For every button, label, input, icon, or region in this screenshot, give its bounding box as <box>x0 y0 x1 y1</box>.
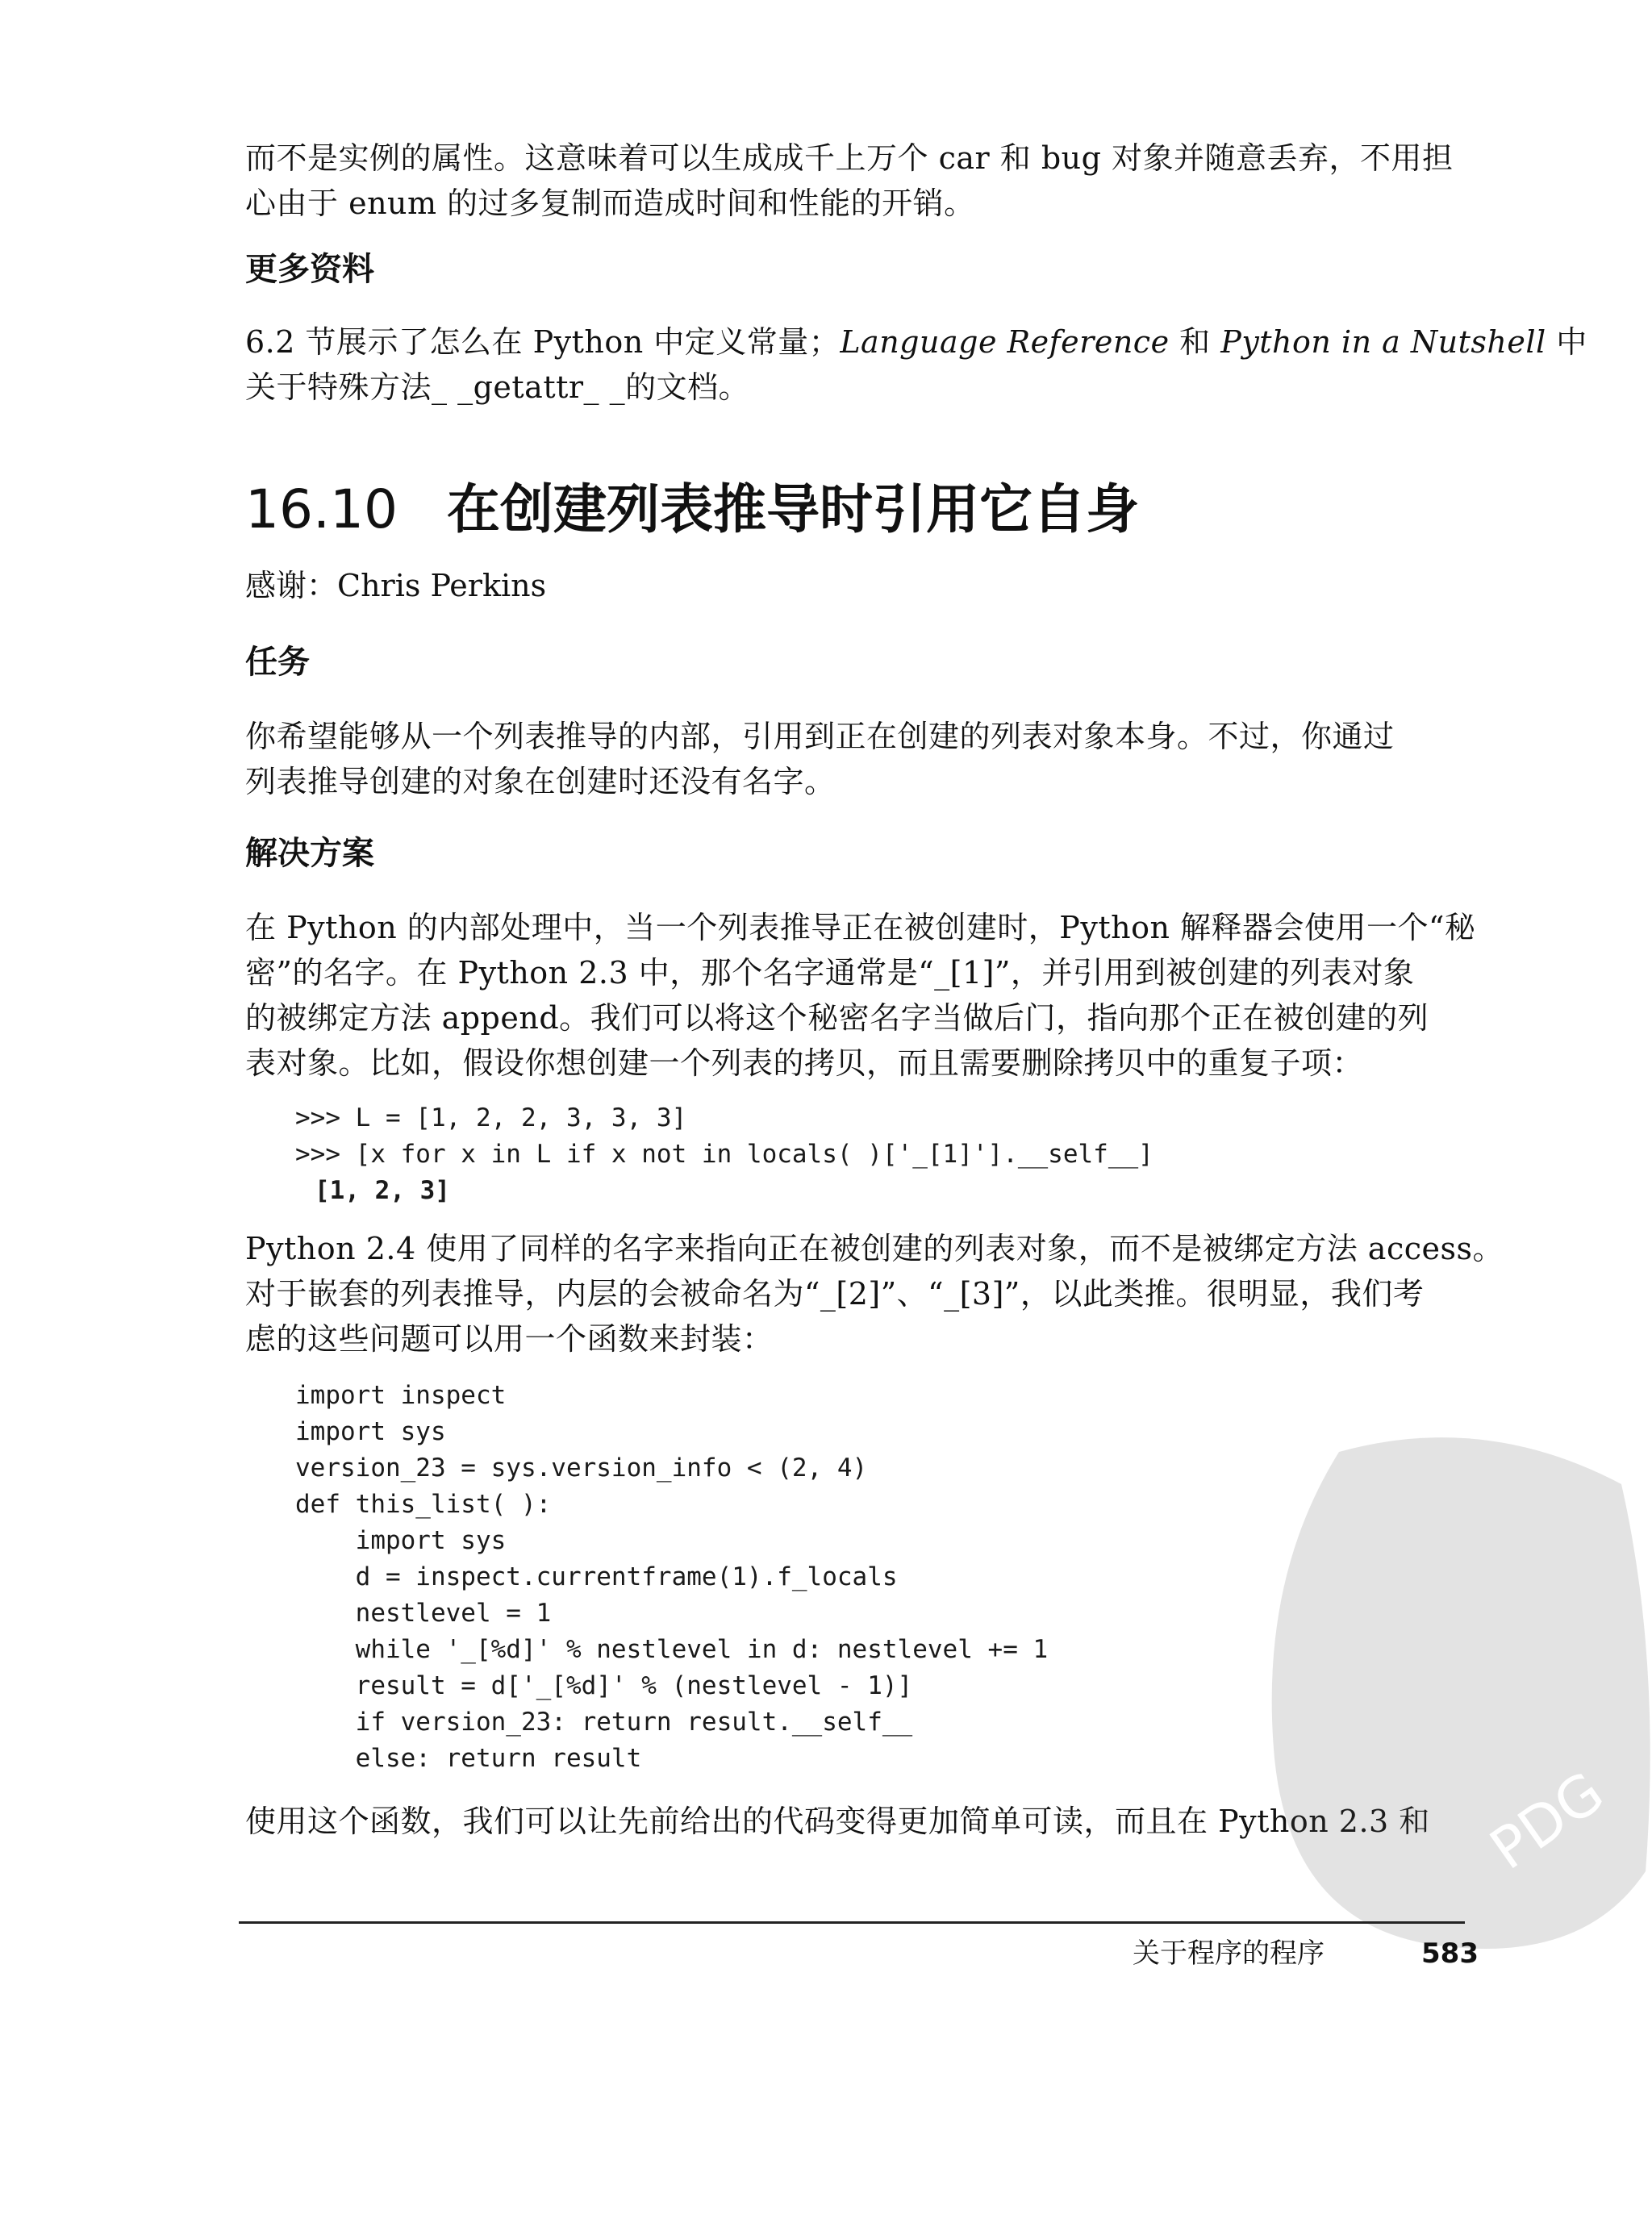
text-line <box>245 319 1587 365</box>
code-line: import sys <box>295 1417 446 1446</box>
text-line: 对于嵌套的列表推导，内层的会被命名为“_[2]”、“_[3]”，以此类推。很明显，我们考 <box>245 1276 1425 1312</box>
code-line: while '_[%d]' % nestlevel in d: nestlevel += 1 <box>295 1635 1049 1664</box>
watermark-seal <box>1242 1420 1652 1968</box>
code-example-interactive <box>295 1100 1153 1209</box>
acknowledgement: 感谢：Chris Perkins <box>245 568 547 603</box>
section-title <box>245 476 1139 544</box>
task-heading: 任务 <box>245 644 310 681</box>
text-line: 你希望能够从一个列表推导的内部，引用到正在创建的列表对象本身。不过，你通过 <box>245 719 1395 754</box>
section-title-text: 在创建列表推导时引用它自身 <box>447 478 1139 540</box>
text-segment: 和 <box>1169 324 1221 360</box>
page-number: 583 <box>1421 1937 1479 1970</box>
text-line: 心由于 enum 的过多复制而造成时间和性能的开销。 <box>245 186 975 221</box>
text-line: 表对象。比如，假设你想创建一个列表的拷贝，而且需要删除拷贝中的重复子项： <box>245 1045 1364 1081</box>
footer-rule <box>239 1921 1465 1924</box>
code-line: d = inspect.currentframe(1).f_locals <box>295 1562 898 1591</box>
text-line: 而不是实例的属性。这意味着可以生成成千上万个 car 和 bug 对象并随意丢弃，不用担 <box>245 140 1454 176</box>
more-info-heading: 更多资料 <box>245 251 374 288</box>
text-line: 列表推导创建的对象在创建时还没有名字。 <box>245 764 836 799</box>
text-segment: 中 <box>1546 324 1587 360</box>
code-line: nestlevel = 1 <box>295 1599 552 1628</box>
code-line: version_23 = sys.version_info < (2, 4) <box>295 1454 868 1483</box>
code-example-function <box>295 1378 1048 1777</box>
text-line: 在 Python 的内部处理中，当一个列表推导正在被创建时，Python 解释器会使用一个“秘 <box>245 910 1476 945</box>
text-line: 密”的名字。在 Python 2.3 中，那个名字通常是“_[1]”，并引用到被创建的列表对象 <box>245 955 1415 991</box>
code-line: >>> L = [1, 2, 2, 3, 3, 3] <box>295 1103 687 1132</box>
more-info-paragraph <box>245 319 1587 410</box>
task-paragraph <box>245 714 1487 804</box>
watermark-shape <box>1272 1437 1650 1949</box>
text-line: 关于特殊方法_ _getattr_ _的文档。 <box>245 369 750 405</box>
text-line: 使用这个函数，我们可以让先前给出的代码变得更加简单可读，而且在 Python 2.3 和 <box>245 1804 1430 1839</box>
footer-chapter: 关于程序的程序 <box>1133 1937 1325 1970</box>
text-line: 虑的这些问题可以用一个函数来封装： <box>245 1321 774 1357</box>
book-reference: Language Reference <box>840 324 1170 360</box>
solution-heading: 解决方案 <box>245 835 374 872</box>
code-line: if version_23: return result.__self__ <box>295 1708 913 1737</box>
watermark-text: PDG <box>1478 1758 1616 1883</box>
solution-paragraph-2 <box>245 1226 1504 1362</box>
code-line: result = d['_[%d]' % (nestlevel - 1)] <box>295 1671 913 1700</box>
code-line: import inspect <box>295 1381 507 1410</box>
text-line: 的被绑定方法 append。我们可以将这个秘密名字当做后门，指向那个正在被创建的列 <box>245 1000 1429 1036</box>
code-line: def this_list( ): <box>295 1490 552 1519</box>
text-line: Python 2.4 使用了同样的名字来指向正在被创建的列表对象，而不是被绑定方法 access。 <box>245 1231 1504 1266</box>
text-segment: 6.2 节展示了怎么在 Python 中定义常量； <box>245 324 841 360</box>
solution-paragraph <box>245 905 1487 1086</box>
code-output-line: [1, 2, 3] <box>315 1176 450 1205</box>
book-reference: Python in a Nutshell <box>1220 324 1546 360</box>
intro-paragraph <box>245 136 1487 226</box>
code-line: import sys <box>295 1526 507 1555</box>
section-number: 16.10 <box>245 478 398 540</box>
code-line: else: return result <box>295 1744 642 1773</box>
code-line: >>> [x for x in L if x not in locals( )['_[1]'].__self__] <box>295 1140 1153 1169</box>
